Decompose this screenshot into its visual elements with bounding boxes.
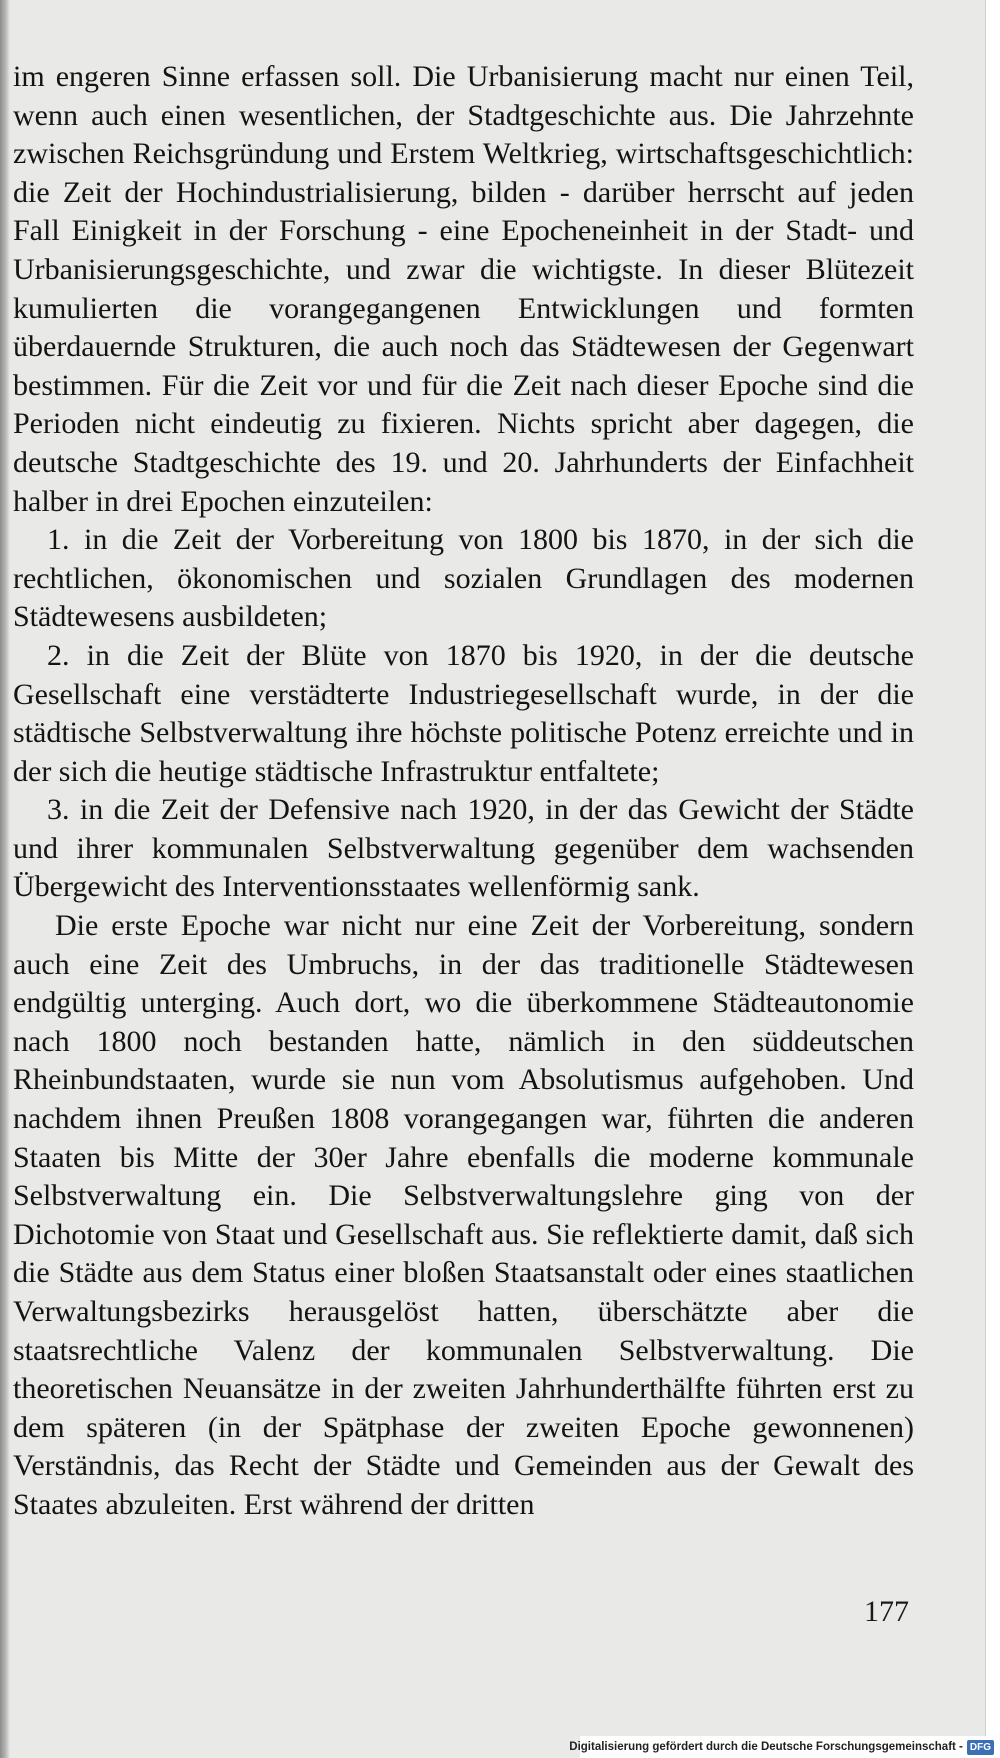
dfg-logo-icon: DFG: [967, 1740, 994, 1755]
list-item-2: 2. in die Zeit der Blüte von 1870 bis 1920, in der die deutsche Gesellschaft eine verstädterte Industriegesellschaft wurde, in der die städtische Selbstverwaltung ihre höchste politische Potenz erreichte und in der sich die heutige städtische Infrastruktur entfaltete;: [13, 638, 914, 788]
paragraph-first-epoch: Die erste Epoche war nicht nur eine Zeit der Vorbereitung, sondern auch eine Zeit des Umbruchs, in der das traditionelle Städtewesen endgültig unterging. Auch dort, wo die überkommene Städteautonomie nach 1800 noch bestanden hatte, nämlich in den süddeutschen Rheinbundstaaten, wurde sie nun vom Absolutismus aufgehoben. Und nachdem ihnen Preußen 1808 vorangegangen war, führten die anderen Staaten bis Mitte der 30er Jahre ebenfalls die moderne kommunale Selbstverwaltung ein. Die Selbstverwaltungslehre ging von der Dichotomie von Staat und Gesellschaft aus. Sie reflektierte damit, daß sich die Städte aus dem Status einer bloßen Staatsanstalt oder eines staatlichen Verwaltungsbezirks herausgelöst hatten, überschätzte aber die staatsrechtliche Valenz der kommunalen Selbstverwaltung. Die theoretischen Neuansätze in der zweiten Jahrhunderthälfte führten erst zu dem späteren (in der Spätphase der zweiten Epoche gewonnenen) Verständnis, das Recht der Städte und Gemeinden aus der Gewalt des Staates abzuleiten. Erst während der dritten: [13, 909, 914, 1521]
paragraph-continuation: im engeren Sinne erfassen soll. Die Urbanisierung macht nur einen Teil, wenn auch einen wesentlichen, der Stadtgeschichte aus. Die Jahrzehnte zwischen Reichsgründung und Erstem Weltkrieg, wirtschaftsgeschichtlich: die Zeit der Hochindustrialisierung, bilden - darüber herrscht auf jeden Fall Einigkeit in der Forschung - eine Epocheneinheit in der Stadt- und Urbanisierungsgeschichte, und zwar die wichtigste. In dieser Blütezeit kumulierten die vorangegangenen Entwicklungen und formten überdauernde Strukturen, die auch noch das Städtewesen der Gegenwart bestimmen. Für die Zeit vor und für die Zeit nach dieser Epoche sind die Perioden nicht eindeutig zu fixieren. Nichts spricht aber dagegen, die deutsche Stadtgeschichte des 19. und 20. Jahrhunderts der Einfachheit halber in drei Epochen einzuteilen:: [13, 60, 914, 518]
page-number: 177: [864, 1595, 909, 1628]
list-item-3: 3. in die Zeit der Defensive nach 1920, in der das Gewicht der Städte und ihrer kommunalen Selbstverwaltung gegenüber dem wachsenden Übergewicht des Interventionsstaates wellenförmig sank.: [13, 793, 914, 904]
page-edge: [985, 0, 1000, 1758]
body-text: [13, 58, 914, 1525]
list-item-1: 1. in die Zeit der Vorbereitung von 1800 bis 1870, in der sich die rechtlichen, ökonomischen und sozialen Grundlagen des modernen Städtewesens ausbildeten;: [13, 523, 914, 634]
page-binding-shadow: [0, 0, 10, 1758]
digitization-footer: [569, 1736, 1000, 1758]
footer-credit-text: Digitalisierung gefördert durch die Deutsche Forschungsgemeinschaft -: [569, 1741, 963, 1753]
